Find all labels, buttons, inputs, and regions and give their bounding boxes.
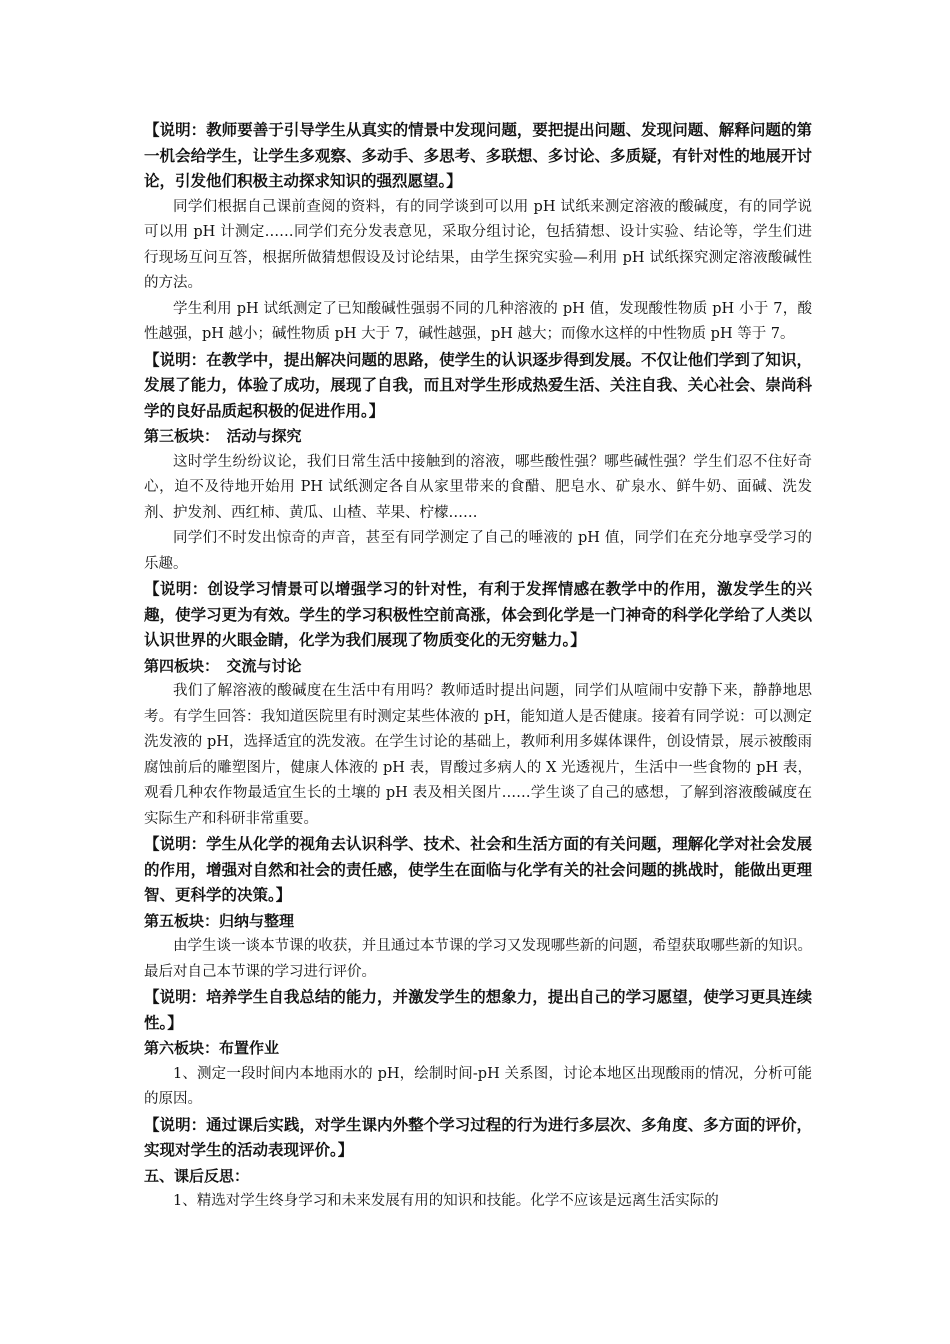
teaching-note: 【说明：通过课后实践，对学生课内外整个学习过程的行为进行多层次、多角度、多方面的评价，实现对学生的活动表现评价。】 [144, 1115, 812, 1159]
body-paragraph: 学生利用 pH 试纸测定了已知酸碱性强弱不同的几种溶液的 pH 值，发现酸性物质 pH 小于 7，酸性越强，pH 越小；碱性物质 pH 大于 7，碱性越强，pH 越大；而像水这样的中性物质 pH 等于 7。 [144, 300, 812, 342]
section-heading: 五、课后反思： [144, 1166, 250, 1185]
body-paragraph: 这时学生纷纷议论，我们日常生活中接触到的溶液，哪些酸性强？哪些碱性强？学生们忍不住好奇心，迫不及待地开始用 PH 试纸测定各自从家里带来的食醋、肥皂水、矿泉水、鲜牛奶、面碱、洗发剂、护发剂、西红柿、黄瓜、山楂、苹果、柠檬…… [144, 453, 812, 521]
section-heading: 第五板块：归纳与整理 [144, 911, 295, 930]
body-paragraph: 同学们根据自己课前查阅的资料，有的同学谈到可以用 pH 试纸来测定溶液的酸碱度，有的同学说可以用 pH 计测定……同学们充分发表意见，采取分组讨论，包括猜想、设计实验、结论等，学生们进行现场互问互答，根据所做猜想假设及讨论结果，由学生探究实验—利用 pH 试纸探究测定溶液酸碱性的方法。 [144, 198, 812, 291]
section-heading: 第六板块：布置作业 [144, 1039, 280, 1057]
body-paragraph: 同学们不时发出惊奇的声音，甚至有同学测定了自己的唾液的 pH 值，同学们在充分地享受学习的乐趣。 [144, 530, 812, 572]
section-heading: 第四板块： 交流与讨论 [144, 656, 302, 675]
teaching-note: 【说明：教师要善于引导学生从真实的情景中发现问题，要把提出问题、发现问题、解释问题的第一机会给学生，让学生多观察、多动手、多思考、多联想、多讨论、多质疑，有针对性的地展开讨论，引发他们积极主动探求知识的强烈愿望。】 [144, 121, 812, 190]
body-paragraph: 我们了解溶液的酸碱度在生活中有用吗？教师适时提出问题，同学们从喧闹中安静下来，静静地思考。有学生回答：我知道医院里有时测定某些体液的 pH，能知道人是否健康。接着有同学说：可以测定洗发液的 pH，选择适宜的洗发液。在学生讨论的基础上，教师利用多媒体课件，创设情景，展示被酸雨腐蚀前后的雕塑图片，健康人体液的 pH 表，胃酸过多病人的 X 光透视片，生活中一些食物的 pH 表，观看几种农作物最适宜生长的土壤的 pH 表及相关图片……学生谈了自己的感想，了解到溶液酸碱度在实际生产和科研非常重要。 [144, 683, 812, 827]
teaching-note: 【说明：培养学生自我总结的能力，并激发学生的想象力，提出自己的学习愿望，使学习更具连续性。】 [144, 988, 812, 1032]
section-heading: 第三板块： 活动与探究 [144, 427, 302, 445]
teaching-note: 【说明：学生从化学的视角去认识科学、技术、社会和生活方面的有关问题，理解化学对社会发展的作用，增强对自然和社会的责任感，使学生在面临与化学有关的社会问题的挑战时，能做出更理智、更科学的决策。】 [144, 835, 812, 904]
teaching-note: 【说明：在教学中，提出解决问题的思路，使学生的认识逐步得到发展。不仅让他们学到了知识，发展了能力，体验了成功，展现了自我，而且对学生形成热爱生活、关注自我、关心社会、崇尚科学的良好品质起积极的促进作用。】 [144, 350, 812, 420]
body-paragraph: 由学生谈一谈本节课的收获，并且通过本节课的学习又发现哪些新的问题，希望获取哪些新的知识。最后对自己本节课的学习进行评价。 [144, 938, 812, 980]
body-paragraph: 1、精选对学生终身学习和未来发展有用的知识和技能。化学不应该是远离生活实际的 [173, 1193, 719, 1209]
document-page [144, 118, 812, 1215]
body-paragraph: 1、测定一段时间内本地雨水的 pH，绘制时间-pH 关系图，讨论本地区出现酸雨的情况，分析可能的原因。 [144, 1065, 812, 1107]
teaching-note: 【说明：创设学习情景可以增强学习的针对性，有利于发挥情感在教学中的作用，激发学生的兴趣，使学习更为有效。学生的学习积极性空前高涨，体会到化学是一门神奇的科学化学给了人类以认识世界的火眼金睛，化学为我们展现了物质变化的无穷魅力。】 [144, 580, 812, 649]
